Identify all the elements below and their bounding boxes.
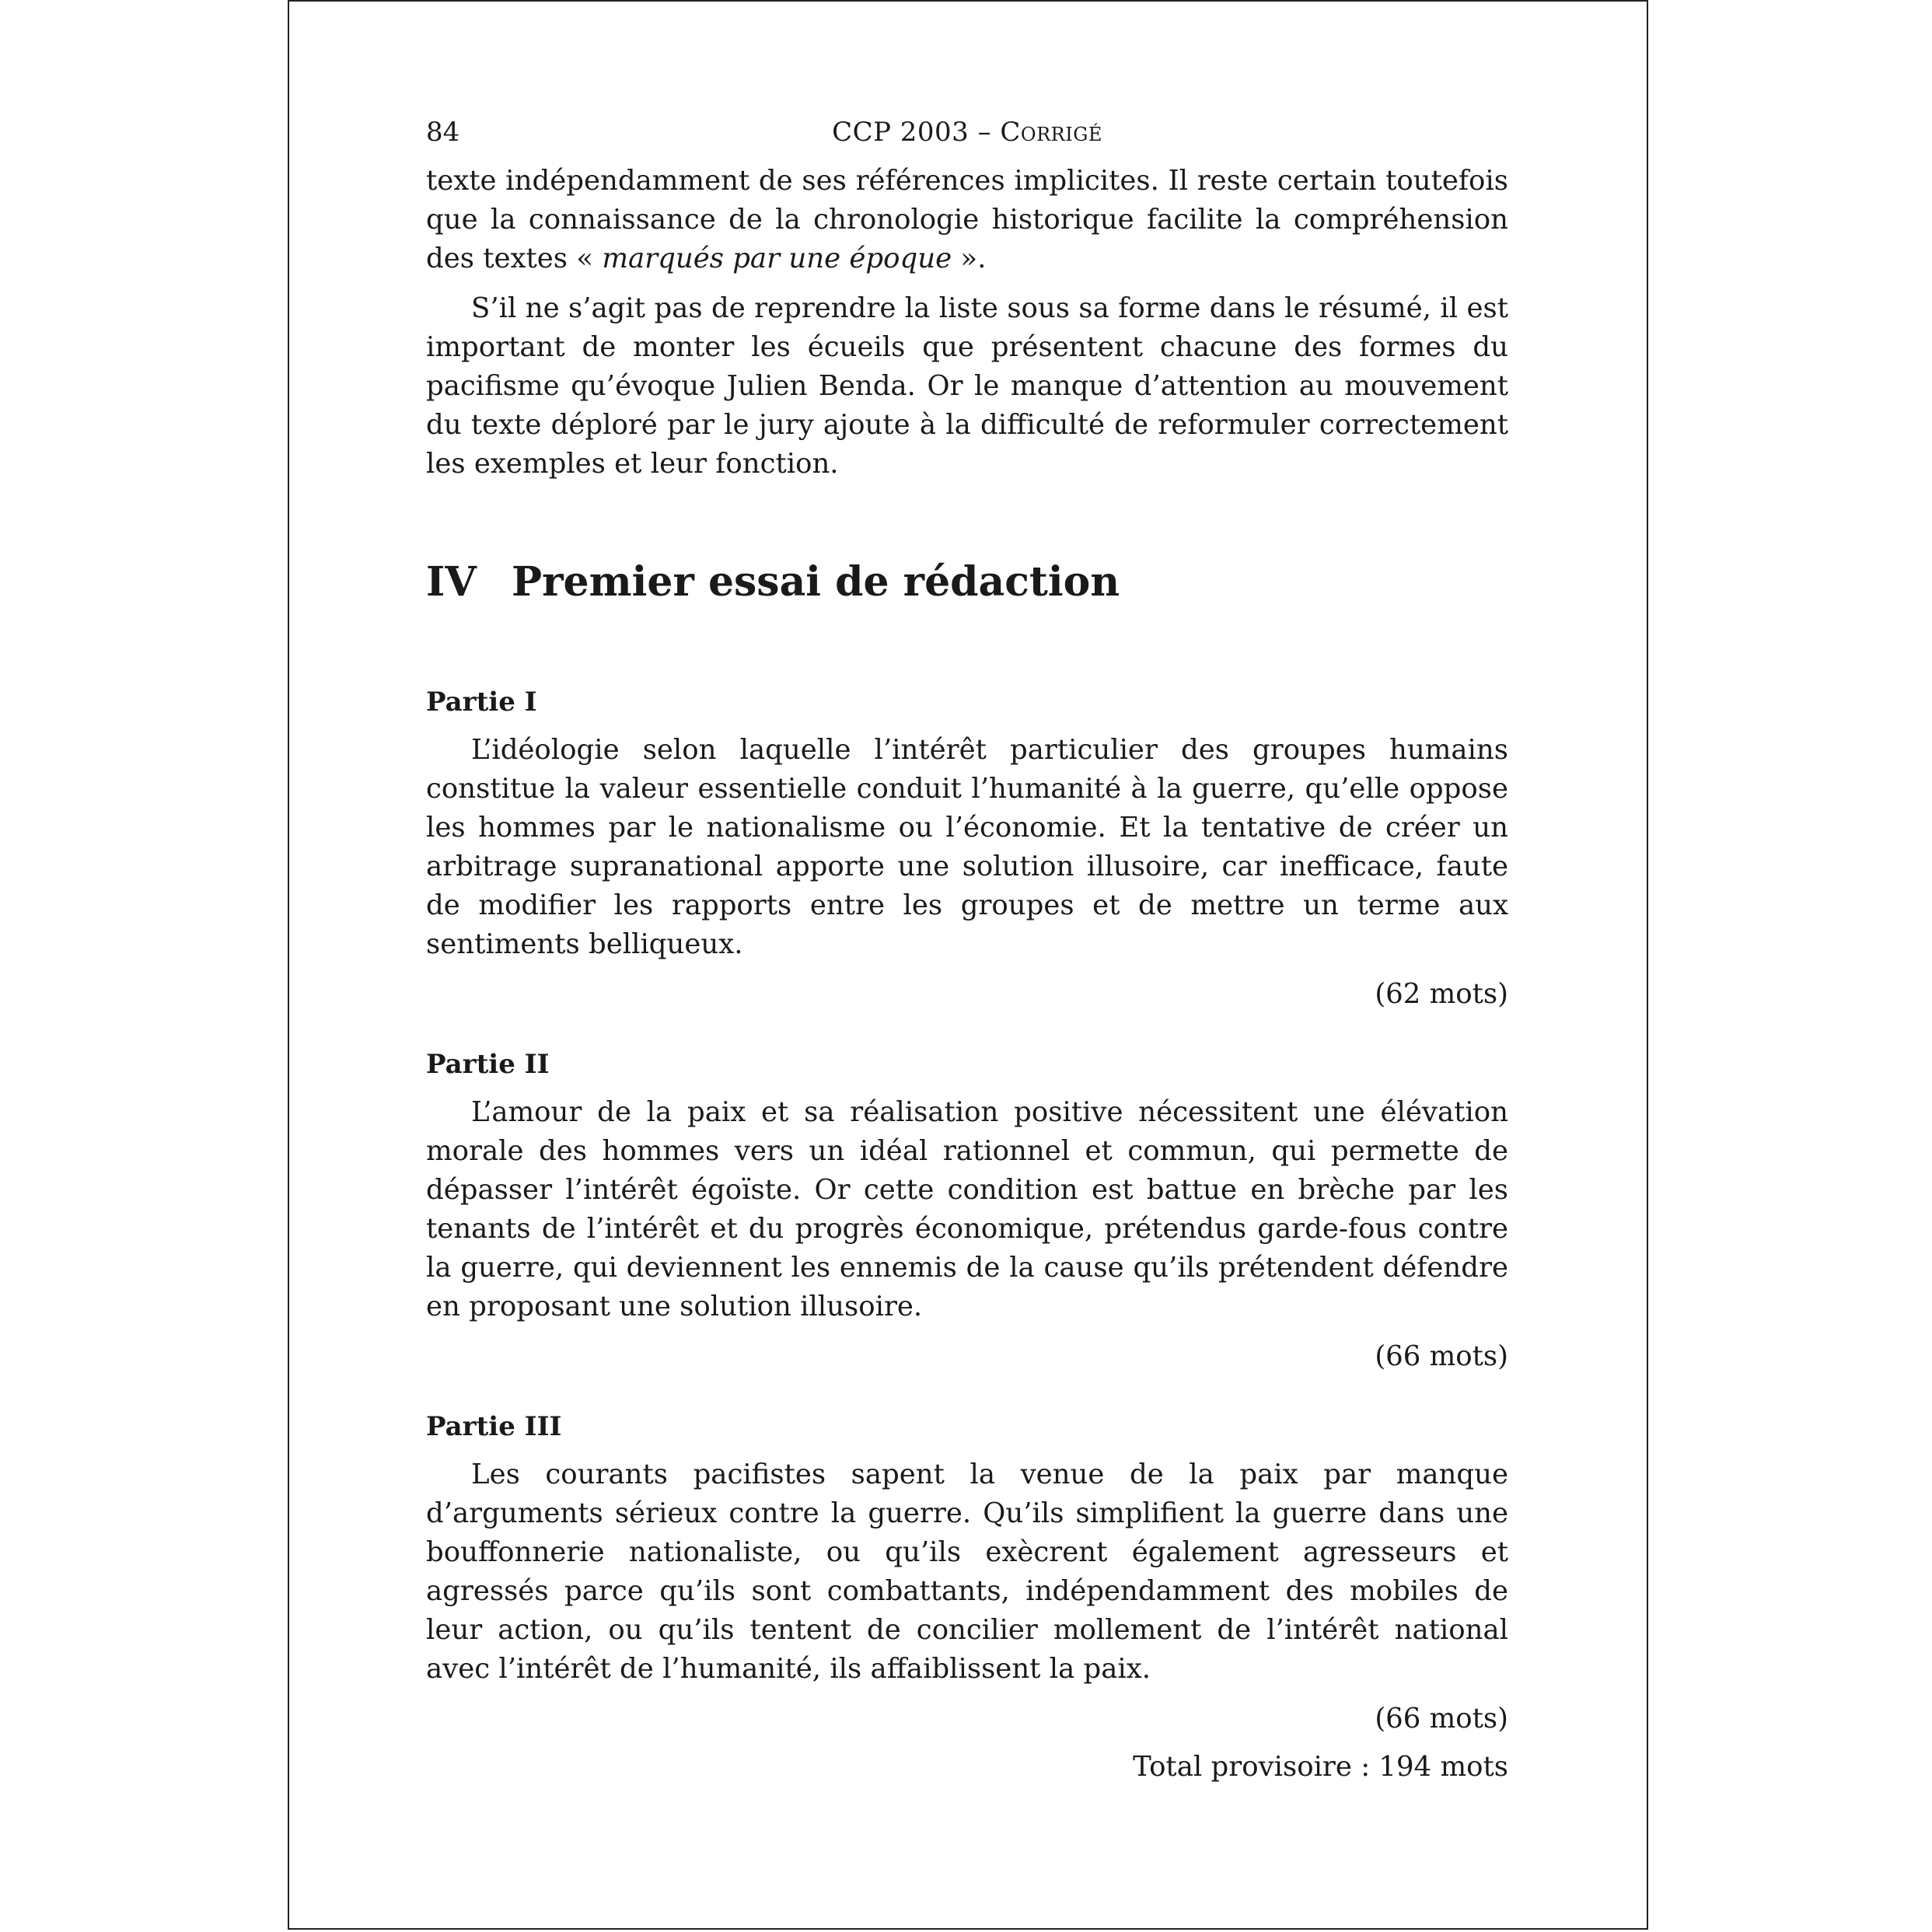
part-1	[426, 683, 1508, 1014]
part-title: Partie III	[426, 1411, 562, 1442]
intro-paragraph-2: S’il ne s’agit pas de reprendre la liste sous sa forme dans le résumé, il est important de monter les écueils que présentent chacune des formes du pacifisme qu’évoque Julien Benda. Or le manque d’attention au mouvement du texte déploré par le jury ajoute à la difficulté de reformuler correctement les exemples et leur fonction.	[426, 292, 1508, 480]
section-heading	[426, 555, 1508, 610]
intro-quote: marqués par une époque	[602, 243, 952, 274]
part-title: Partie II	[426, 1049, 550, 1080]
part-2	[426, 1045, 1508, 1376]
total-word-count: Total provisoire : 194 mots	[1133, 1751, 1508, 1783]
page-content	[426, 109, 1508, 1787]
running-title: CCP 2003 – Corrigé	[832, 117, 1102, 148]
part-title: Partie I	[426, 687, 537, 718]
part-text: L’idéologie selon laquelle l’intérêt particulier des groupes humains constitue la valeur essentielle conduit l’humanité à la guerre, qu’elle oppose les hommes par le nationalisme ou l’économie. Et la tentative de créer un arbitrage supranational apporte une solution illusoire, car inefficace, faute de modifier les rapports entre les groupes et de mettre un terme aux sentiments belliqueux.	[426, 734, 1508, 960]
word-count: (66 mots)	[1375, 1340, 1508, 1372]
word-count: (66 mots)	[1375, 1703, 1508, 1735]
section-number: IV	[426, 558, 477, 606]
intro-end: ».	[952, 243, 987, 274]
word-count: (62 mots)	[1375, 978, 1508, 1010]
part-3	[426, 1407, 1508, 1738]
section-title: Premier essai de rédaction	[512, 558, 1120, 606]
intro-text: texte indépendamment de ses références implicites. Il reste certain toutefois que la connaissance de la chronologie historique facilite la compréhension des textes «	[426, 165, 1508, 274]
page-number: 84	[426, 117, 460, 148]
intro-paragraph-1	[426, 162, 1508, 278]
running-head	[426, 109, 1508, 155]
page-top-border	[288, 0, 1648, 2]
part-text: L’amour de la paix et sa réalisation positive nécessitent une élévation morale des hommes vers un idéal rationnel et commun, qui permette de dépasser l’intérêt égoïste. Or cette condition est battue en brèche par les tenants de l’intérêt et du progrès économique, prétendus garde-fous contre la guerre, qui deviennent les ennemis de la cause qu’ils prétendent défendre en proposant une solution illusoire.	[426, 1096, 1508, 1322]
part-text: Les courants pacifistes sapent la venue de la paix par manque d’arguments sérieux contre la guerre. Qu’ils simplifient la guerre dans une bouffonnerie nationaliste, ou qu’ils exècrent également agresseurs et agressés parce qu’ils sont combattants, indépendamment des mobiles de leur action, ou qu’ils tentent de concilier mollement de l’intérêt national avec l’intérêt de l’humanité, ils affaiblissent la paix.	[426, 1459, 1508, 1685]
